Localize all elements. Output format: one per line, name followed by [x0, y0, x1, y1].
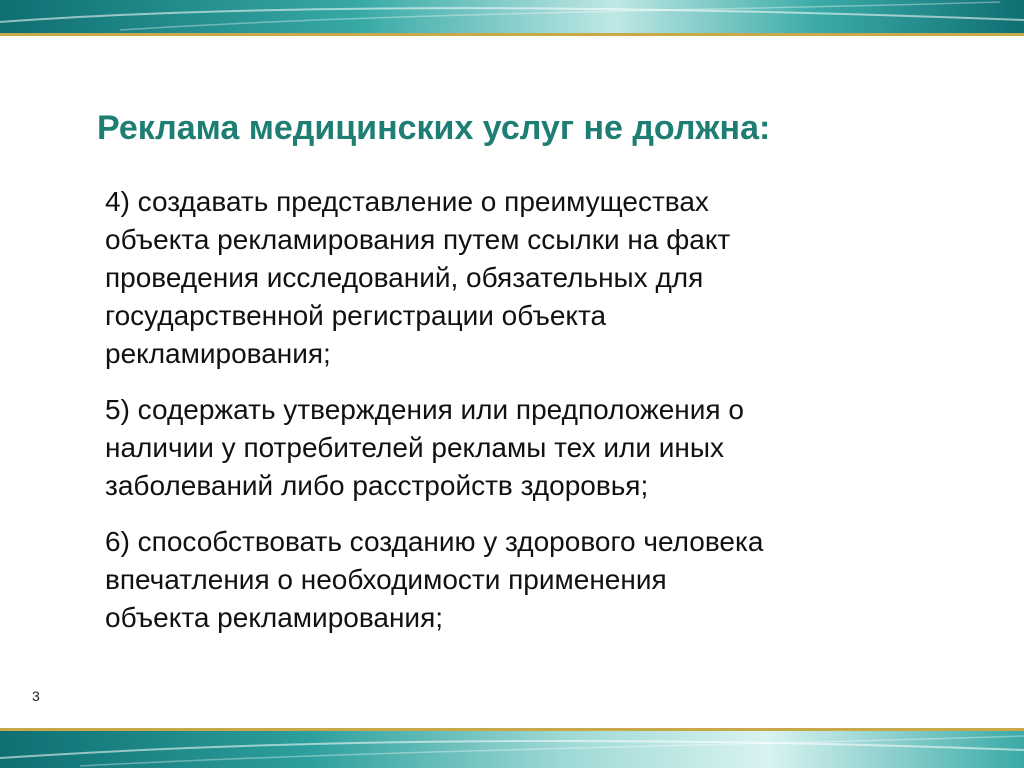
page-number: 3 — [32, 688, 40, 704]
list-item — [105, 391, 965, 505]
list-item-line: наличии у потребителей рекламы тех или иных — [105, 432, 725, 463]
top-decorative-band — [0, 0, 1024, 38]
list-item-line: рекламирования; — [105, 338, 331, 369]
list-item-line: 4) создавать представление о преимуществах — [105, 186, 709, 217]
list-item-line: объекта рекламирования; — [105, 602, 444, 633]
list-item-line: объекта рекламирования путем ссылки на факт — [105, 224, 731, 255]
list-item-line: государственной регистрации объекта — [105, 300, 607, 331]
list-item-line: 5) содержать утверждения или предположения о — [105, 394, 744, 425]
bottom-decorative-band — [0, 728, 1024, 768]
list-item-line: впечатления о необходимости применения — [105, 564, 667, 595]
list-item — [105, 183, 965, 373]
list-item-line: заболеваний либо расстройств здоровья; — [105, 470, 649, 501]
slide-body — [105, 183, 965, 655]
list-item-line: проведения исследований, обязательных для — [105, 262, 704, 293]
list-item — [105, 523, 965, 637]
slide-title: Реклама медицинских услуг не должна: — [97, 109, 771, 147]
list-item-line: 6) способствовать созданию у здорового человека — [105, 526, 764, 557]
